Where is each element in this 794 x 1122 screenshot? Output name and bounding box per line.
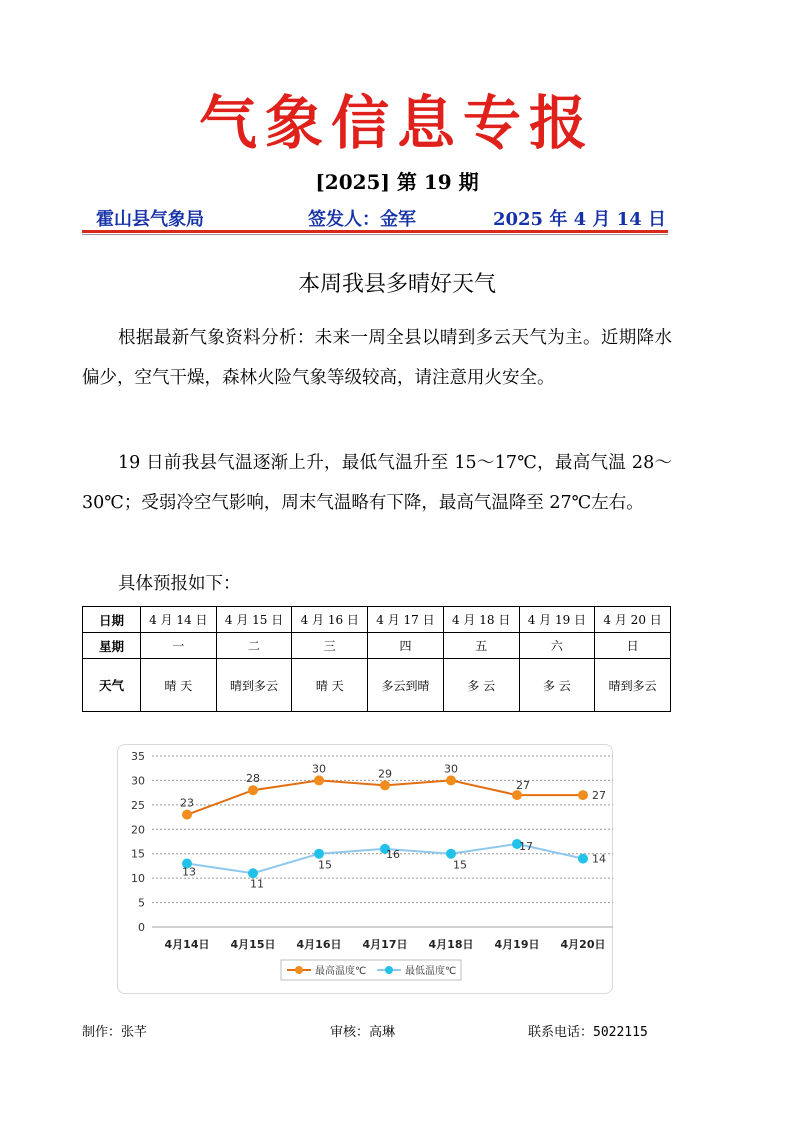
weather-cell: 多云到晴 (368, 659, 444, 712)
paragraph-forecast-intro: 具体预报如下： (118, 574, 241, 594)
weather-cell: 晴到多云 (216, 659, 292, 712)
date-cell: 4 月 20 日 (595, 607, 671, 633)
weekday-cell: 六 (519, 633, 595, 659)
y-tick-label: 35 (131, 750, 145, 763)
weekday-cell: 三 (292, 633, 368, 659)
data-label: 15 (453, 858, 467, 872)
data-point (248, 785, 258, 795)
row-label-weather: 天气 (83, 659, 141, 712)
y-tick-label: 15 (131, 847, 145, 861)
footer-reviewer: 审核：高琳 (330, 1025, 396, 1040)
data-label: 23 (180, 796, 194, 810)
y-tick-label: 5 (138, 896, 145, 910)
x-tick-label: 4月14日 (164, 938, 210, 951)
x-tick-label: 4月18日 (428, 938, 474, 951)
x-tick-label: 4月19日 (494, 938, 540, 951)
legend-marker (385, 966, 393, 974)
date-cell: 4 月 14 日 (141, 607, 217, 633)
data-point (314, 849, 324, 859)
data-point (446, 849, 456, 859)
header-rule-gray (82, 234, 668, 235)
data-point (380, 780, 390, 790)
data-label: 29 (378, 767, 392, 781)
data-label: 27 (592, 789, 606, 803)
issuing-organization: 霍山县气象局 (96, 209, 204, 230)
weather-cell: 多 云 (519, 659, 595, 712)
y-tick-label: 30 (131, 774, 145, 788)
data-point (314, 775, 324, 785)
x-tick-label: 4月17日 (362, 938, 408, 951)
masthead-title: 气象信息专报 (198, 89, 595, 157)
data-point (578, 790, 588, 800)
header-rule-red (82, 230, 668, 233)
table-row-weekday (83, 633, 671, 659)
data-label: 27 (516, 779, 530, 793)
issue-date: 2025 年 4 月 14 日 (492, 209, 666, 230)
data-label: 14 (592, 852, 606, 866)
info-line (96, 205, 666, 231)
table-row-date (83, 607, 671, 633)
y-tick-label: 10 (131, 872, 145, 886)
data-label: 17 (519, 839, 533, 853)
legend-label: 最高温度℃ (315, 966, 367, 977)
weather-cell: 多 云 (443, 659, 519, 712)
legend-label: 最低温度℃ (405, 966, 457, 977)
report-headline: 本周我县多晴好天气 (297, 272, 496, 297)
weather-cell: 晴 天 (141, 659, 217, 712)
weekday-cell: 四 (368, 633, 444, 659)
row-label-weekday: 星期 (83, 633, 141, 659)
weekday-cell: 一 (141, 633, 217, 659)
legend-marker (295, 966, 303, 974)
x-tick-label: 4月20日 (560, 938, 606, 951)
issue-number: [2025] 第 19 期 (315, 170, 479, 194)
y-tick-label: 20 (131, 823, 145, 837)
x-tick-label: 4月15日 (230, 938, 276, 951)
paragraph-temperature: 19 日前我县气温逐渐上升，最低气温升至 15～17℃，最高气温 28～30℃；受弱冷空气影响，周末气温略有下降，最高气温降至 27℃左右。 (82, 453, 672, 513)
temperature-line-chart (117, 744, 613, 994)
weekday-cell: 五 (443, 633, 519, 659)
data-label: 16 (386, 847, 400, 861)
weather-cell: 晴 天 (292, 659, 368, 712)
signer: 签发人：金军 (308, 209, 416, 230)
y-tick-label: 0 (138, 921, 145, 934)
data-label: 15 (318, 858, 332, 872)
data-point (578, 854, 588, 864)
date-cell: 4 月 15 日 (216, 607, 292, 633)
x-tick-label: 4月16日 (296, 938, 342, 951)
paragraph-summary: 根据最新气象资料分析：未来一周全县以晴到多云天气为主。近期降水偏少，空气干燥，森林火险气象等级较高，请注意用火安全。 (82, 328, 672, 388)
date-cell: 4 月 18 日 (443, 607, 519, 633)
weather-cell: 晴到多云 (595, 659, 671, 712)
footer-phone: 联系电话：5022115 (528, 1025, 648, 1040)
data-label: 28 (246, 772, 260, 786)
data-label: 11 (250, 877, 264, 891)
data-label: 30 (444, 762, 458, 776)
weekday-cell: 日 (595, 633, 671, 659)
y-tick-label: 25 (131, 798, 145, 812)
data-point (446, 775, 456, 785)
weekday-cell: 二 (216, 633, 292, 659)
data-label: 30 (312, 762, 326, 776)
row-label-date: 日期 (83, 607, 141, 633)
footer-maker: 制作：张芊 (82, 1025, 148, 1040)
data-label: 13 (182, 865, 196, 879)
forecast-table (82, 606, 671, 712)
table-row-weather (83, 659, 671, 712)
date-cell: 4 月 17 日 (368, 607, 444, 633)
date-cell: 4 月 19 日 (519, 607, 595, 633)
data-point (182, 810, 192, 820)
date-cell: 4 月 16 日 (292, 607, 368, 633)
